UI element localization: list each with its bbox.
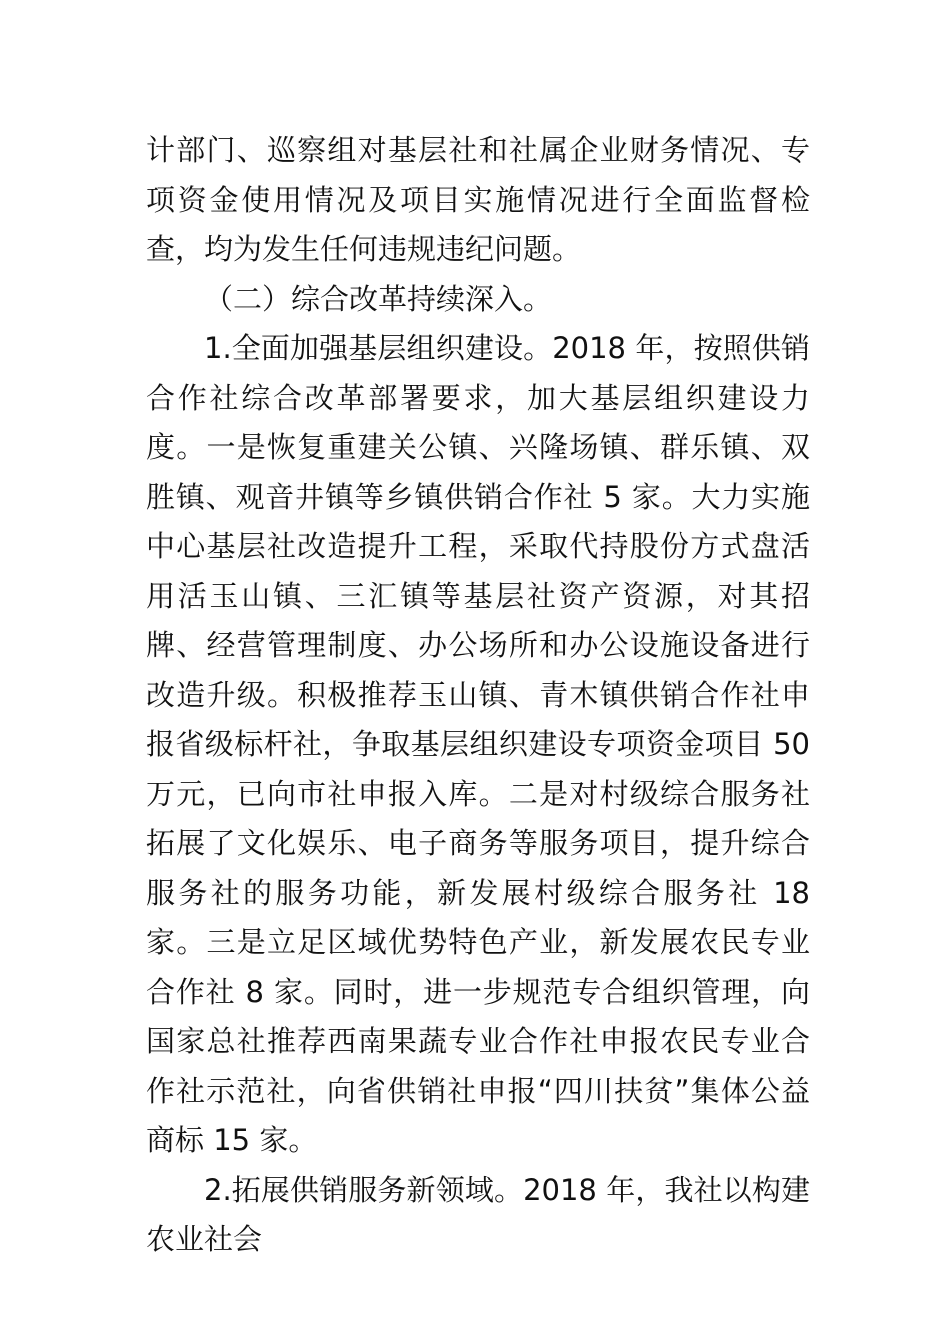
document-page [146,126,810,1265]
paragraph-service-expansion: 2.拓展供销服务新领域。2018 年，我社以构建农业社会 [146,1172,810,1256]
section-heading: （二）综合改革持续深入。 [204,281,553,316]
paragraph-grassroots-organization: 1.全面加强基层组织建设。2018 年，按照供销合作社综合改革部署要求，加大基层组织建设力度。一是恢复重建关公镇、兴隆场镇、群乐镇、双胜镇、观音井镇等乡镇供销合作社 5 家。大力实施中心基层社改造提升工程，采取代持股份方式盘活用活玉山镇、三汇镇等基层社资产资源，对其招牌、经营管理制度、办公场所和办公设施设备进行改造升级。积极推荐玉山镇、青木镇供销合作社申报省级标杆社，争取基层组织建设专项资金项目 50 万元，已向市社申报入库。二是对村级综合服务社拓展了文化娱乐、电子商务等服务项目，提升综合服务社的服务功能，新发展村级综合服务社 18 家。三是立足区域优势特色产业，新发展农民专业合作社 8 家。同时，进一步规范专合组织管理，向国家总社推荐西南果蔬专业合作社申报农民专业合作社示范社，向省供销社申报“四川扶贫”集体公益商标 15 家。 [146,331,810,1157]
paragraph-continuation: 计部门、巡察组对基层社和社属企业财务情况、专项资金使用情况及项目实施情况进行全面监督检查，均为发生任何违规违纪问题。 [146,133,810,266]
